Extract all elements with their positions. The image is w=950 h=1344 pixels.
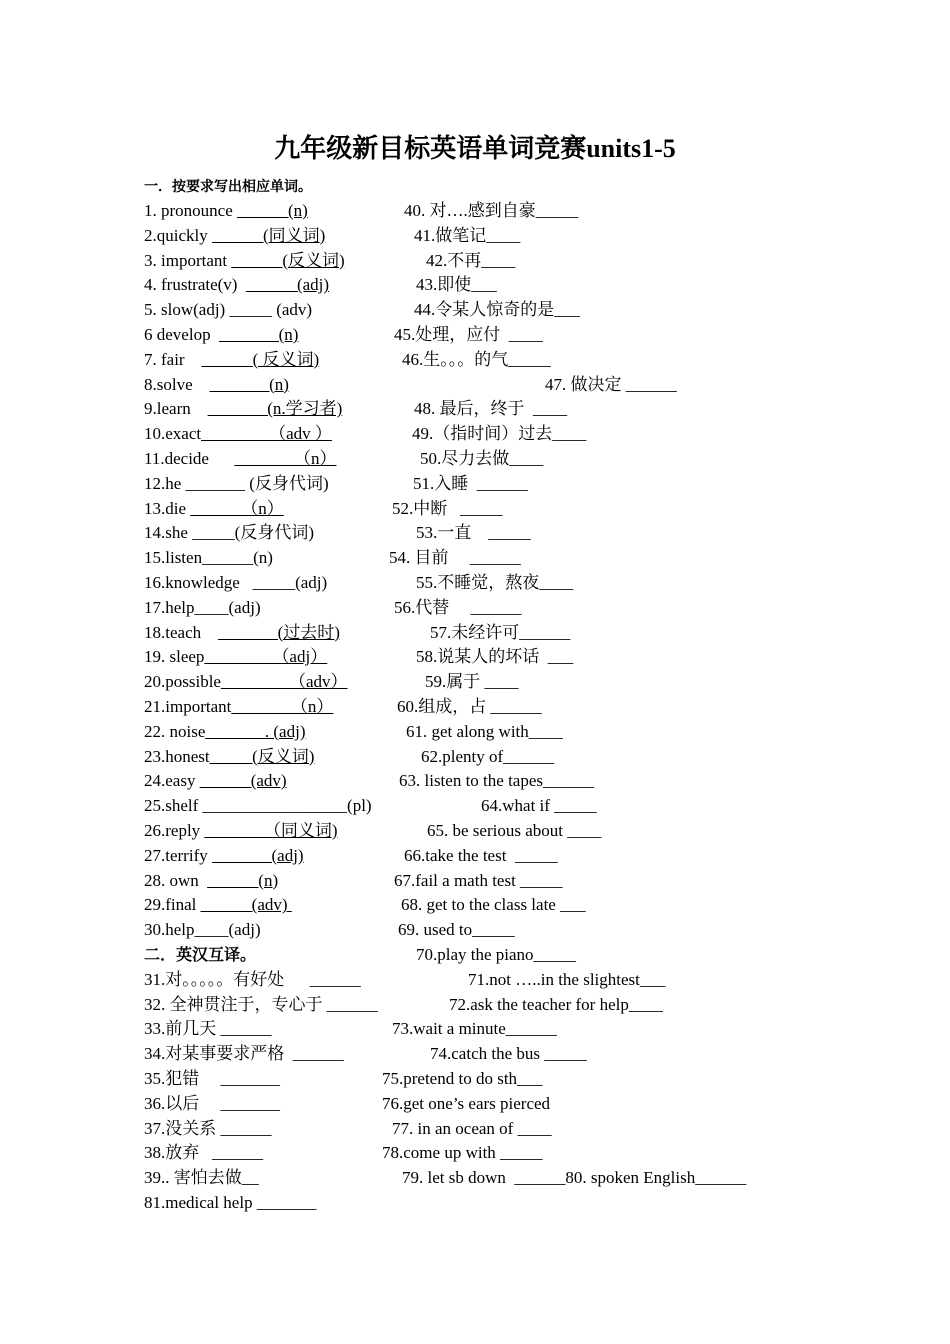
answer-blank: _______(过去时) <box>218 622 340 642</box>
question-text: 5. slow(adj) _____ (adv) <box>144 300 313 320</box>
question-left <box>144 572 327 594</box>
answer-blank: _______(adj) <box>211 845 304 865</box>
question-left <box>144 274 329 296</box>
answer-blank: ______(反义词) <box>231 250 345 270</box>
question-right: 78.come up with _____ <box>382 1143 543 1163</box>
question-text: 8.solve <box>144 374 210 394</box>
question-right: 48. 最后，终于 ____ <box>414 399 567 419</box>
question-left <box>144 225 325 247</box>
answer-blank: _______. (adj) <box>205 721 306 741</box>
question-right: 44.令某人惊奇的是___ <box>414 300 580 320</box>
question-right: 77. in an ocean of ____ <box>392 1118 552 1138</box>
question-left <box>144 622 340 644</box>
question-left: 81.medical help _______ <box>144 1193 317 1212</box>
question-text: 30.help____(adj) <box>144 920 261 940</box>
question-left <box>144 770 287 792</box>
question-right: 50.尽力去做____ <box>420 449 544 468</box>
question-right: 75.pretend to do sth___ <box>382 1069 543 1088</box>
question-right: 51.入睡 ______ <box>413 473 528 493</box>
answer-blank: ________（adj） <box>204 647 328 667</box>
question-text: 9.learn <box>144 399 208 419</box>
question-left: 34.对某事要求严格 ______ <box>144 1044 344 1064</box>
question-left <box>144 795 372 817</box>
question-left <box>144 448 336 470</box>
question-text: 21.important <box>144 697 232 716</box>
question-text: 3. important <box>144 250 232 270</box>
question-right: 49.（指时间）过去____ <box>412 424 587 444</box>
question-text: 26.reply <box>144 821 205 840</box>
question-left <box>144 919 261 941</box>
question-right: 42.不再____ <box>426 250 516 270</box>
answer-blank: ________（adv ） <box>201 424 332 444</box>
question-left <box>144 646 327 668</box>
question-left <box>144 721 305 743</box>
question-left <box>144 299 312 321</box>
question-left <box>144 845 304 867</box>
answer-blank: ______(adv) <box>199 771 287 791</box>
question-right: 54. 目前 ______ <box>389 548 521 568</box>
answer-blank: ______（n） <box>190 498 284 518</box>
question-text: 13.die <box>144 498 191 518</box>
question-right: 59.属于 ____ <box>425 672 519 692</box>
question-text: 12.he _______ (反身代词) <box>144 473 329 493</box>
question-right: 76.get one’s ears pierced <box>382 1093 551 1113</box>
question-text: 18.teach <box>144 622 219 642</box>
question-text: 7. fair <box>144 349 202 369</box>
question-left <box>144 250 345 272</box>
question-left <box>144 349 319 371</box>
answer-blank: ______(n) <box>207 870 279 890</box>
answer-blank: _______（n） <box>231 697 334 716</box>
question-right: 74.catch the bus _____ <box>430 1044 587 1064</box>
answer-blank: ______(adv) <box>200 895 292 915</box>
question-right: 46.生。。。的气_____ <box>402 349 551 369</box>
answer-blank: ______( 反义词) <box>201 349 320 369</box>
answer-blank: ________（adv） <box>220 672 348 692</box>
question-left: 31.对。。。。。有好处 ______ <box>144 969 361 989</box>
question-text: 22. noise <box>144 721 206 741</box>
question-right: 41.做笔记____ <box>414 225 521 245</box>
question-right: 61. get along with____ <box>406 721 563 741</box>
question-text: 25.shelf _________________(pl) <box>144 796 372 816</box>
answer-blank: _______(n) <box>219 325 299 344</box>
answer-blank: ______(n) <box>237 201 308 220</box>
question-right: 62.plenty of______ <box>421 746 555 766</box>
question-right: 79. let sb down ______80. spoken English______ <box>402 1168 747 1188</box>
answer-blank: _______（n） <box>234 449 337 468</box>
question-left: 39.. 害怕去做__ <box>144 1168 259 1188</box>
question-left: 37.没关系 ______ <box>144 1118 272 1138</box>
section1-heading: 一．按要求写出相应单词。 <box>144 179 312 195</box>
question-text: 14.she _____(反身代词) <box>144 523 314 543</box>
question-left <box>144 746 314 768</box>
question-left <box>144 398 342 420</box>
question-right: 71.not …..in the slightest___ <box>468 969 666 989</box>
question-text: 29.final <box>144 895 201 915</box>
question-left <box>144 522 314 544</box>
question-right: 43.即使___ <box>416 275 497 295</box>
question-left <box>144 820 338 842</box>
question-right: 55.不睡觉，熬夜____ <box>416 573 574 592</box>
answer-blank: _______(n) <box>209 374 289 394</box>
question-left <box>144 473 329 495</box>
answer-blank: ______(同义词) <box>212 225 326 245</box>
question-right: 68. get to the class late ___ <box>401 895 586 915</box>
question-right: 67.fail a math test _____ <box>394 870 563 890</box>
question-right: 47. 做决定 ______ <box>545 374 677 394</box>
question-left <box>144 498 284 520</box>
question-text: 4. frustrate(v) <box>144 275 246 295</box>
question-left <box>144 696 333 718</box>
page-title: 九年级新目标英语单词竞赛units1-5 <box>274 134 676 163</box>
question-left: 35.犯错 _______ <box>144 1069 280 1088</box>
question-text: 11.decide <box>144 449 235 468</box>
question-right: 70.play the piano_____ <box>416 945 577 964</box>
question-right: 40. 对….感到自豪_____ <box>404 201 579 220</box>
question-right: 64.what if _____ <box>481 796 597 816</box>
answer-blank: _______(n.学习者) <box>207 399 343 419</box>
question-left <box>144 870 278 892</box>
question-text: 10.exact <box>144 424 202 444</box>
question-left <box>144 597 261 619</box>
question-right: 53.一直 _____ <box>416 523 531 543</box>
question-right: 66.take the test _____ <box>404 845 558 865</box>
question-left: 36.以后 _______ <box>144 1093 280 1113</box>
question-left: 33.前几天 ______ <box>144 1019 272 1039</box>
question-left <box>144 423 332 445</box>
question-left <box>144 200 308 222</box>
answer-blank: ______(adj) <box>245 275 330 295</box>
question-left <box>144 324 298 346</box>
question-right: 58.说某人的坏话 ___ <box>416 647 574 667</box>
question-left: 32. 全神贯注于，专心于 ______ <box>144 994 378 1014</box>
question-left: 38.放弃 ______ <box>144 1143 263 1163</box>
question-left <box>144 671 348 693</box>
question-text: 16.knowledge _____(adj) <box>144 573 328 592</box>
answer-blank: _____(反义词) <box>209 746 315 766</box>
question-right: 65. be serious about ____ <box>427 821 602 840</box>
question-right: 57.未经许可______ <box>430 622 571 642</box>
question-left <box>144 894 292 916</box>
question-text: 28. own <box>144 870 208 890</box>
question-right: 63. listen to the tapes______ <box>399 771 595 791</box>
question-right: 60.组成，占 ______ <box>397 697 542 716</box>
question-text: 2.quickly <box>144 225 212 245</box>
question-text: 1. pronounce <box>144 201 238 220</box>
question-text: 15.listen______(n) <box>144 548 273 568</box>
question-text: 20.possible <box>144 672 221 692</box>
question-left <box>144 374 289 396</box>
question-right: 72.ask the teacher for help____ <box>449 994 663 1014</box>
question-text: 19. sleep <box>144 647 205 667</box>
question-text: 27.terrify <box>144 845 212 865</box>
question-text: 24.easy <box>144 771 200 791</box>
section2-heading: 二．英汉互译。 <box>144 945 257 964</box>
question-text: 23.honest <box>144 746 210 766</box>
question-right: 45.处理，应付 ____ <box>394 325 543 344</box>
question-right: 69. used to_____ <box>398 920 515 940</box>
question-right: 56.代替 ______ <box>394 597 522 617</box>
question-text: 6 develop <box>144 325 220 344</box>
question-right: 52.中断 _____ <box>392 498 503 518</box>
answer-blank: _______（同义词) <box>204 821 338 840</box>
question-left <box>144 547 273 569</box>
question-text: 17.help____(adj) <box>144 597 261 617</box>
question-right: 73.wait a minute______ <box>392 1019 557 1039</box>
